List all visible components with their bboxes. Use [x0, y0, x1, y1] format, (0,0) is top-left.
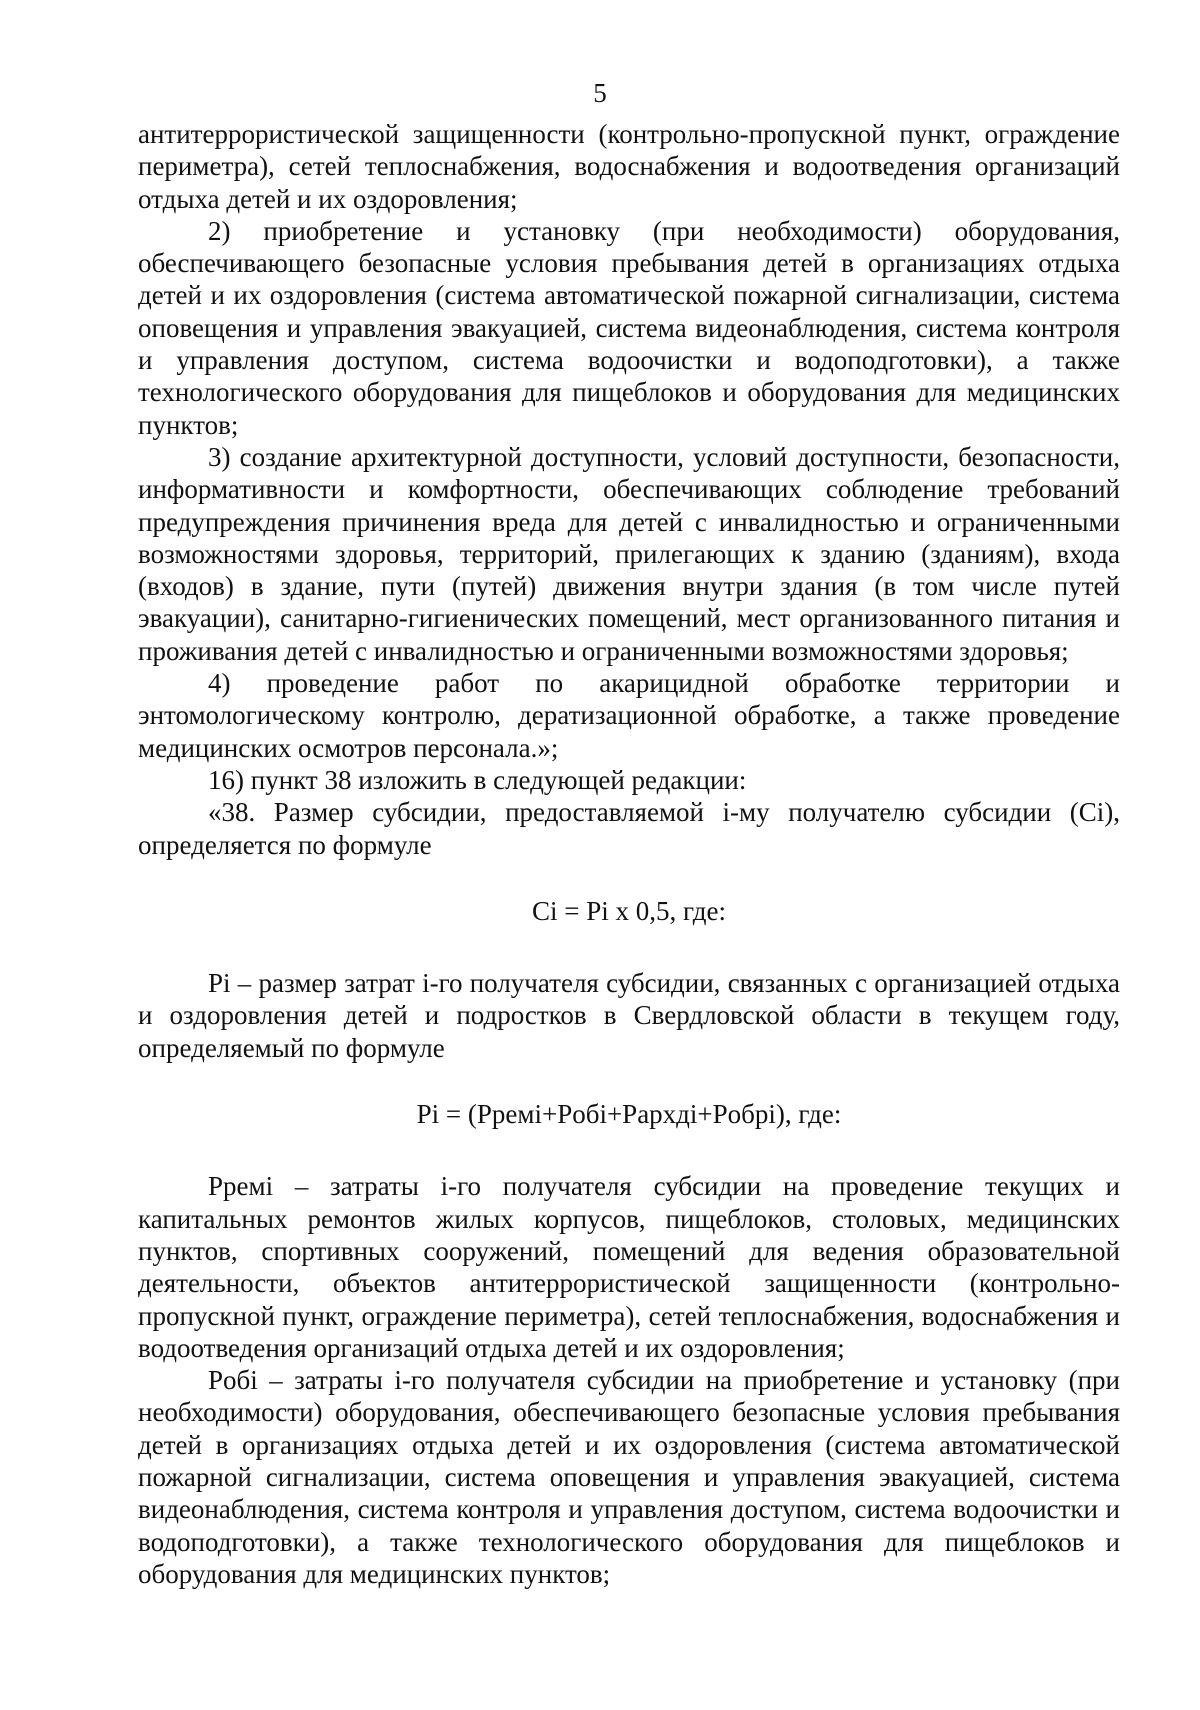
clause-38-intro: «38. Размер субсидии, предоставляемой i-му получателю субсидии (Ci), определяется по формуле — [138, 797, 1120, 860]
list-item-3: 3) создание архитектурной доступности, условий доступности, безопасности, информативности и комфортности, обеспечивающих соблюдение требований предупреждения причинения вреда для детей с инвалидностью и ограниченными возможностями здоровья, территорий, прилегающих к зданию (зданиям), входа (входов) в здание, пути (путей) движения внутри здания (в том числе путей эвакуации), санитарно-гигиенических помещений, мест организованного питания и проживания детей с инвалидностью и ограниченными возможностями здоровья; — [138, 441, 1120, 666]
formula-pi: Pi = (Ppемi+Pобi+Papxдi+Pобpi), где: — [416, 1099, 842, 1130]
definition-pobi: Pобi – затраты i-го получателя субсидии на приобретение и установку (при необходимости) оборудования, обеспечивающего безопасные условия пребывания детей в организациях отдыха детей и их оздоровления (система автоматической пожарной сигнализации, система оповещения и управления эвакуацией, система видеонаблюдения, система контроля и управления доступом, система водоочистки и водоподготовки), а также технологического оборудования для пищеблоков и оборудования для медицинских пунктов; — [138, 1365, 1120, 1589]
list-item-2: 2) приобретение и установку (при необходимости) оборудования, обеспечивающего безопасные условия пребывания детей в организациях отдыха детей и их оздоровления (система автоматической пожарной сигнализации, система оповещения и управления эвакуацией, система видеонаблюдения, система контроля и управления доступом, система водоочистки и водоподготовки), а также технологического оборудования для пищеблоков и оборудования для медицинских пунктов; — [138, 215, 1120, 440]
formula-ci: Ci = Pi x 0,5, где: — [532, 895, 726, 926]
paragraph-continuation: антитеррористической защищенности (контрольно-пропускной пункт, ограждение периметра), сетей теплоснабжения, водоснабжения и водоотведения организаций отдыха детей и их оздоровления; — [138, 119, 1120, 214]
list-item-4: 4) проведение работ по акарицидной обработке территории и энтомологическому контролю, дератизационной обработке, а также проведение медицинских осмотров персонала.»; — [138, 668, 1120, 763]
document-body — [138, 118, 1120, 1590]
page-number: 5 — [593, 78, 607, 108]
amendment-item-16: 16) пункт 38 изложить в следующей редакции: — [208, 764, 747, 795]
definition-pi: Pi – размер затрат i-го получателя субсидии, связанных с организацией отдыха и оздоровления детей и подростков в Свердловской области в текущем году, определяемый по формуле — [138, 968, 1120, 1063]
definition-premi: Pремi – затраты i-го получателя субсидии на проведение текущих и капитальных ремонтов жилых корпусов, пищеблоков, столовых, медицинских пунктов, спортивных сооружений, помещений для ведения образовательной деятельности, объектов антитеррористической защищенности (контрольно-пропускной пункт, ограждение периметра), сетей теплоснабжения, водоснабжения и водоотведения организаций отдыха детей и их оздоровления; — [138, 1171, 1120, 1363]
